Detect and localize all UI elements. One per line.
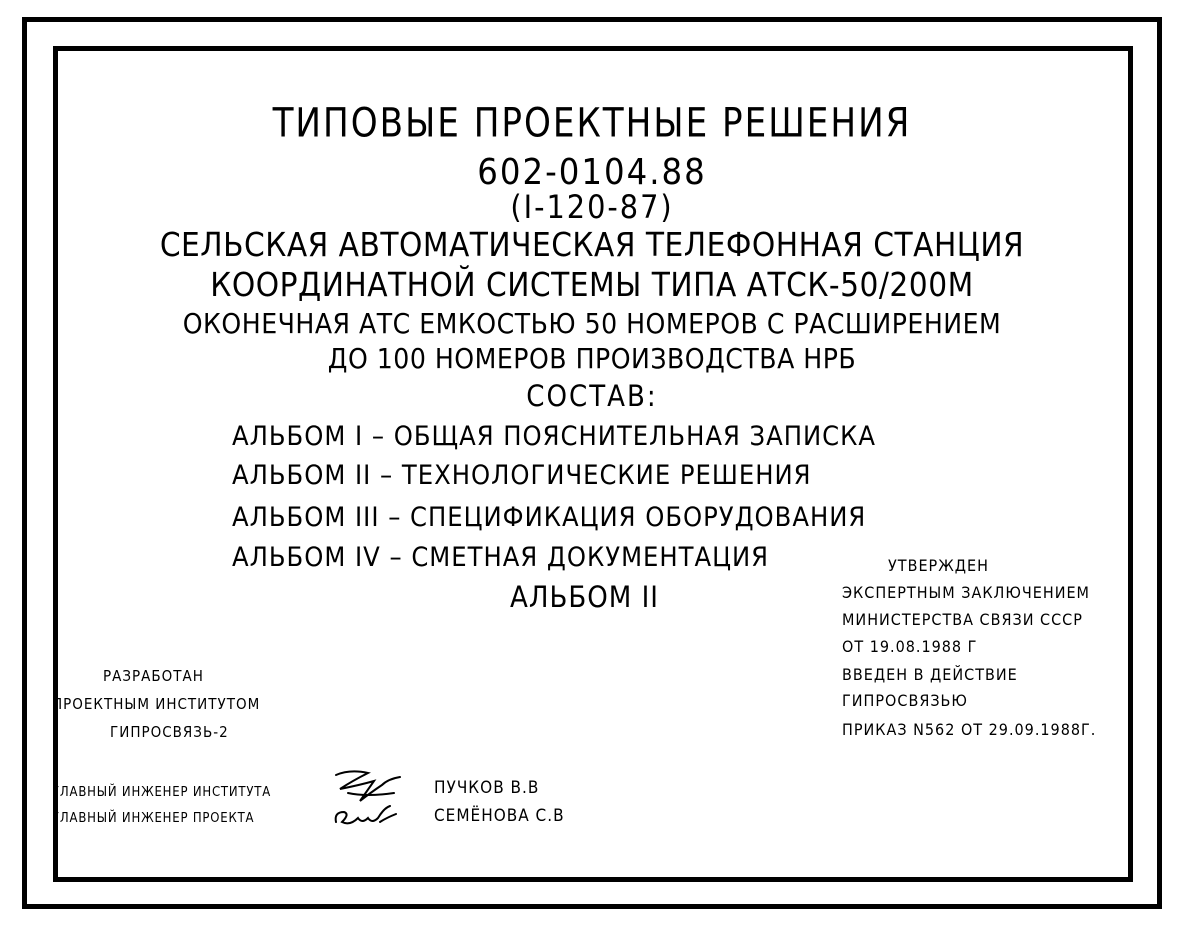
- station-title-line2: КООРДИНАТНОЙ СИСТЕМЫ ТИПА АТСК-50/200М: [210, 265, 974, 304]
- approval-line: ВВЕДЕН В ДЕЙСТВИЕ: [842, 665, 1018, 684]
- station-description-line2: ДО 100 НОМЕРОВ ПРОИЗВОДСТВА НРБ: [327, 342, 857, 375]
- developer-institute: ГИПРОСВЯЗЬ-2: [110, 723, 229, 741]
- handwritten-signature-project-engineer: [330, 800, 410, 832]
- station-description-line1: ОКОНЕЧНАЯ АТС ЕМКОСТЬЮ 50 НОМЕРОВ С РАСШИРЕНИЕМ: [182, 307, 1002, 340]
- current-album-label: АЛЬБОМ II: [510, 580, 659, 614]
- album-list-item: АЛЬБОМ I – ОБЩАЯ ПОЯСНИТЕЛЬНАЯ ЗАПИСКА: [232, 421, 876, 452]
- station-title-line1: СЕЛЬСКАЯ АВТОМАТИЧЕСКАЯ ТЕЛЕФОННАЯ СТАНЦИЯ: [159, 225, 1025, 264]
- approval-line: ЭКСПЕРТНЫМ ЗАКЛЮЧЕНИЕМ: [842, 583, 1090, 602]
- developer-line: ПРОЕКТНЫМ ИНСТИТУТОМ: [52, 695, 261, 713]
- signatory-name: ПУЧКОВ В.В: [434, 778, 540, 798]
- signatory-name: СЕМЁНОВА С.В: [434, 806, 565, 826]
- approval-date: ОТ 19.08.1988 Г: [842, 637, 978, 656]
- document-subcode: (I-120-87): [510, 188, 674, 226]
- document-series-title: ТИПОВЫЕ ПРОЕКТНЫЕ РЕШЕНИЯ: [272, 99, 912, 147]
- approval-line: МИНИСТЕРСТВА СВЯЗИ СССР: [842, 610, 1083, 629]
- signature-role: ГЛАВНЫЙ ИНЖЕНЕР ПРОЕКТА: [52, 811, 255, 826]
- approval-heading: УТВЕРЖДЕН: [888, 556, 989, 575]
- album-list-item: АЛЬБОМ III – СПЕЦИФИКАЦИЯ ОБОРУДОВАНИЯ: [232, 502, 867, 533]
- developer-heading: РАЗРАБОТАН: [103, 667, 204, 685]
- composition-label: СОСТАВ:: [526, 379, 658, 413]
- album-list-item: АЛЬБОМ IV – СМЕТНАЯ ДОКУМЕНТАЦИЯ: [232, 542, 769, 573]
- approval-line: ГИПРОСВЯЗЬЮ: [842, 691, 968, 710]
- album-list-item: АЛЬБОМ II – ТЕХНОЛОГИЧЕСКИЕ РЕШЕНИЯ: [232, 460, 812, 491]
- document-code: 602-0104.88: [477, 152, 707, 193]
- approval-order: ПРИКАЗ N562 ОТ 29.09.1988Г.: [842, 720, 1097, 739]
- signature-role: ГЛАВНЫЙ ИНЖЕНЕР ИНСТИТУТА: [52, 785, 272, 800]
